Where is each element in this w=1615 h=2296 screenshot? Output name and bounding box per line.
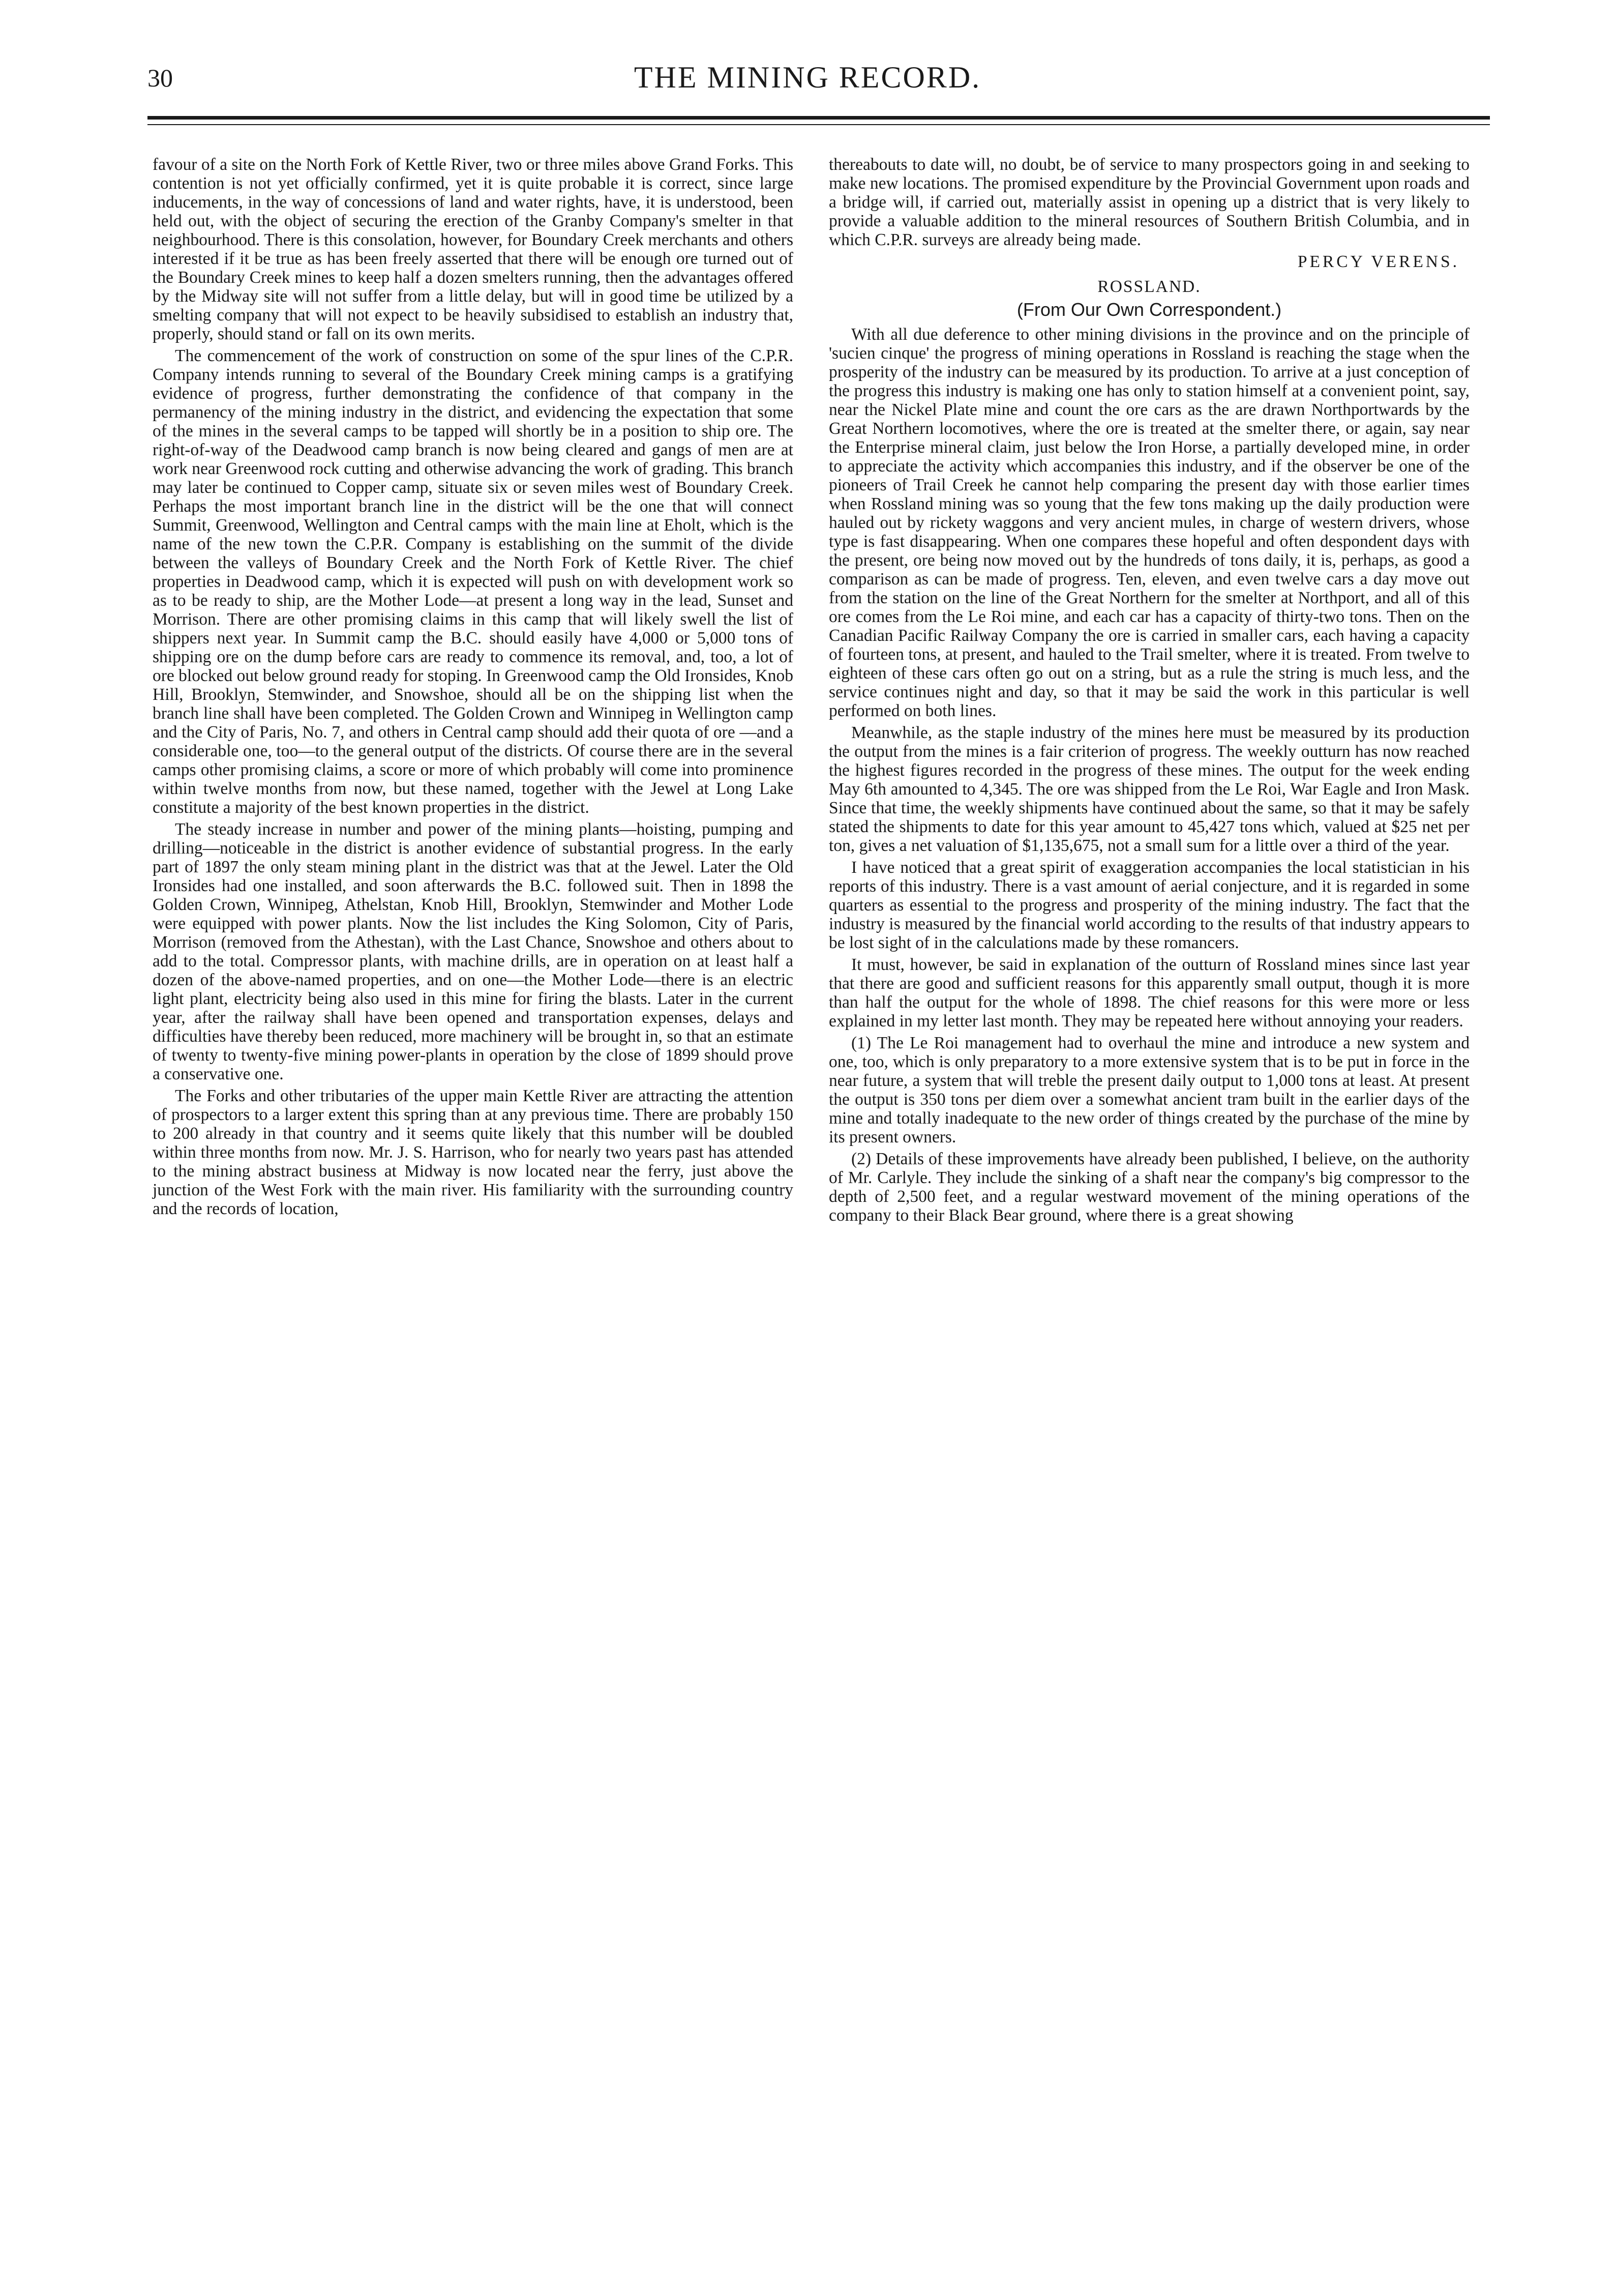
section-title: ROSSLAND. [1097, 277, 1201, 296]
right-column [829, 155, 1470, 1228]
paragraph: (1) The Le Roi management had to overhaul the mine and introduce a new system and one, too, which is only preparatory to a more extensive system that is to be put in force in the near future, a system that will treble the present daily output to 1,000 tons at least. At present the output is 350 tons per diem over a somewhat ancient tram built in the earlier days of the mine and totally inadequate to the new order of things created by the purchase of the mine by its present owners. [829, 1034, 1470, 1146]
paragraph: (2) Details of these improvements have already been published, I believe, on the authority of Mr. Carlyle. They include the sinking of a shaft near the company's big compressor to the depth of 2,500 feet, and a regular westward movement of the mining operations of the company to their Black Bear ground, where there is a great showing [829, 1150, 1470, 1225]
running-head: THE MINING RECORD. [634, 61, 981, 94]
paragraph: The Forks and other tributaries of the upper main Kettle River are attracting the attention of prospectors to a larger extent this spring than at any previous time. There are probably 150 to 200 already in that country and it seems quite likely that this number will be doubled within three months from now. Mr. J. S. Harrison, who for nearly two years past has attended to the mining abstract business at Midway is now located near the ferry, just above the junction of the West Fork with the main river. His familiarity with the surrounding country and the records of location, [153, 1086, 793, 1218]
section-subtitle: (From Our Own Correspondent.) [1016, 299, 1282, 320]
left-column [153, 155, 793, 1221]
page-number: 30 [147, 64, 173, 92]
paragraph: With all due deference to other mining divisions in the province and on the principle of 'sucien cinque' the progress of mining operations in Rossland is reaching the stage when the prosperity of the industry can be measured by its production. To arrive at a just conception of the progress this industry is making one has only to station himself at a convenient point, say, near the Nickel Plate mine and count the ore cars as the are drawn Northportwards by the Great Northern locomotives, where the ore is treated at the smelter there, or again, say near the Enterprise mineral claim, just below the Iron Horse, a partially developed mine, in order to appreciate the activity which accompanies this industry, and if the observer be one of the pioneers of Trail Creek he cannot help comparing the present day with those earlier times when Rossland mining was so young that the few tons making up the daily production were hauled out by rickety waggons and very ancient mules, in charge of western drivers, whose type is fast disappearing. When one compares these hopeful and often despondent days with the present, ore being now moved out by the hundreds of tons daily, it is, perhaps, as good a comparison as can be made of progress. Ten, eleven, and even twelve cars a day move out from the station on the line of the Great Northern for the smelter at Northport, and all of this ore comes from the Le Roi mine, and each car has a capacity of thirty-two tons. Then on the Canadian Pacific Railway Company the ore is carried in smaller cars, each having a capacity of fourteen tons, at present, and hauled to the Trail smelter, where it is treated. From twelve to eighteen of these cars often go out on a string, but as a rule the string is much less, and the service continues night and day, so that it may be said the work in this particular is well performed on both lines. [829, 325, 1470, 720]
paragraph: thereabouts to date will, no doubt, be of service to many prospectors going in and seeking to make new locations. The promised expenditure by the Provincial Government upon roads and a bridge will, if carried out, materially assist in opening up a district that is very likely to provide a valuable addition to the mineral resources of Southern British Columbia, and in which C.P.R. surveys are already being made. [829, 155, 1470, 249]
header-rule-thick [147, 116, 1490, 120]
author-signature: PERCY VERENS. [1297, 252, 1459, 271]
paragraph: It must, however, be said in explanation of the outturn of Rossland mines since last year that there are good and sufficient reasons for this apparently small output, though it is more than half the output for the whole of 1898. The chief reasons for this were more or less explained in my letter last month. They may be repeated here without annoying your readers. [829, 955, 1470, 1031]
paragraph: favour of a site on the North Fork of Kettle River, two or three miles above Grand Forks. This contention is not yet officially confirmed, yet it is quite probable it is correct, since large inducements, in the way of concessions of land and water rights, have, it is understood, been held out, with the object of securing the erection of the Granby Company's smelter in that neighbourhood. There is this consolation, however, for Boundary Creek merchants and others interested if it be true as has been freely asserted that there will be enough ore turned out of the Boundary Creek mines to keep half a dozen smelters running, then the advantages offered by the Midway site will not suffer from a little delay, but will in good time be utilized by a smelting company that will not expect to be heavily subsidised to establish an industry that, properly, should stand or fall on its own merits. [153, 155, 793, 343]
header-rule-thin [147, 124, 1490, 125]
paragraph: I have noticed that a great spirit of exaggeration accompanies the local statistician in his reports of this industry. There is a vast amount of aerial conjecture, and it is regarded in some quarters as essential to the progress and prosperity of the mining industry. The fact that the industry is measured by the financial world according to the results of that industry appears to be lost sight of in the calculations made by these romancers. [829, 858, 1470, 952]
paragraph: The commencement of the work of construction on some of the spur lines of the C.P.R. Company intends running to several of the Boundary Creek mining camps is a gratifying evidence of progress, further demonstrating the confidence of that company in the permanency of the mining industry in the district, and evidencing the expectation that some of the mines in the several camps to be tapped will shortly be in a position to ship ore. The right-of-way of the Deadwood camp branch is now being cleared and gangs of men are at work near Greenwood rock cutting and otherwise advancing the work of grading. This branch may later be continued to Copper camp, situate six or seven miles west of Boundary Creek. Perhaps the most important branch line in the district will be the one that will connect Summit, Greenwood, Wellington and Central camps with the main line at Eholt, which is the name of the new town the C.P.R. Company is establishing on the summit of the divide between the valleys of Boundary Creek and the North Fork of Kettle River. The chief properties in Deadwood camp, which it is expected will push on with development work so as to be ready to ship, are the Mother Lode—at present a long way in the lead, Sunset and Morrison. There are other promising claims in this camp that will likely swell the list of shippers next year. In Summit camp the B.C. should easily have 4,000 or 5,000 tons of shipping ore on the dump before cars are ready to commence its removal, and, too, a lot of ore blocked out below ground ready for stoping. In Greenwood camp the Old Ironsides, Knob Hill, Brooklyn, Stemwinder, and Snowshoe, should all be on the shipping list when the branch line shall have been completed. The Golden Crown and Winnipeg in Wellington camp and the City of Paris, No. 7, and others in Central camp should add their quota of ore —and a considerable one, too—to the general output of the districts. Of course there are in the several camps other promising claims, a score or more of which probably will come into prominence within twelve months from now, but these named, together with the Jewel at Long Lake constitute a majority of the best known properties in the district. [153, 346, 793, 817]
paragraph: The steady increase in number and power of the mining plants—hoisting, pumping and drilling—noticeable in the district is another evidence of substantial progress. In the early part of 1897 the only steam mining plant in the district was that at the Jewel. Later the Old Ironsides had one installed, and soon afterwards the B.C. followed suit. Then in 1898 the Golden Crown, Winnipeg, Athelstan, Knob Hill, Brooklyn, Stemwinder and Mother Lode were equipped with power plants. Now the list includes the King Solomon, City of Paris, Morrison (removed from the Athestan), with the Last Chance, Snowshoe and others about to add to the total. Compressor plants, with machine drills, are in operation on at least half a dozen of the above-named properties, and on one—the Mother Lode—there is an electric light plant, electricity being also used in this mine for firing the blasts. Later in the current year, after the railway shall have been opened and transportation expenses, delays and difficulties have thereby been reduced, more machinery will be brought in, so that an estimate of twenty to twenty-five mining power-plants in operation by the close of 1899 should prove a conservative one. [153, 820, 793, 1083]
paragraph: Meanwhile, as the staple industry of the mines here must be measured by its production the output from the mines is a fair criterion of progress. The weekly outturn has now reached the highest figures recorded in the progress of these mines. The output for the week ending May 6th amounted to 4,345. The ore was shipped from the Le Roi, War Eagle and Iron Mask. Since that time, the weekly shipments have continued about the same, so that it may be safely stated the shipments to date for this year amount to 45,427 tons which, valued at $25 net per ton, gives a net valuation of $1,135,675, not a small sum for a little over a third of the year. [829, 723, 1470, 855]
